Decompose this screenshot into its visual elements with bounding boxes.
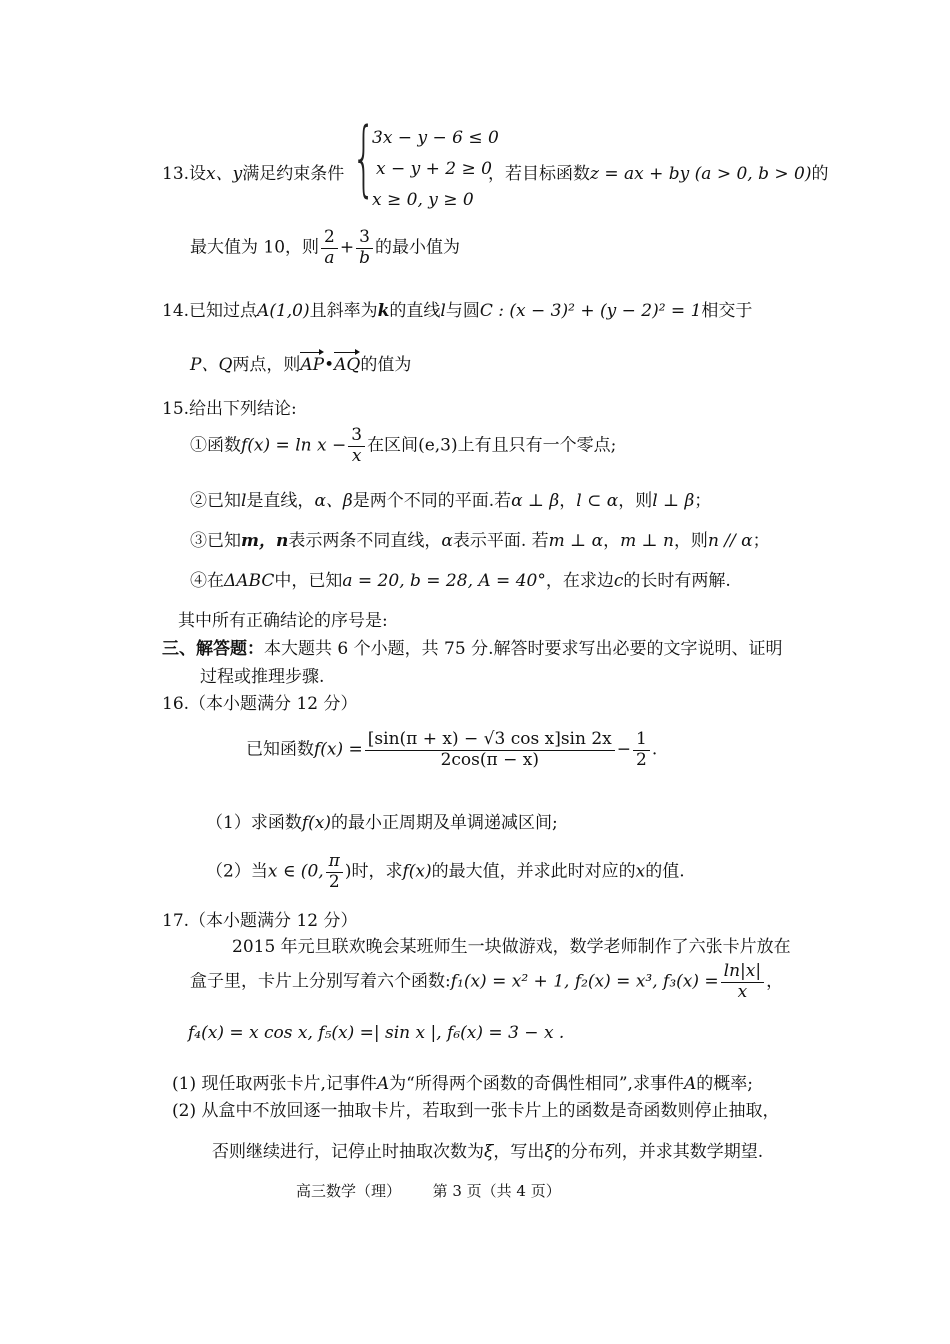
- constraint-brace: {: [352, 111, 376, 206]
- q15-item-4: ④在ΔABC中，已知a = 20, b = 28, A = 40°，在求边c的长时有两解.: [190, 571, 731, 591]
- q13-line2-b: 的最小值为: [375, 237, 461, 258]
- fraction-2-over-a: $\frac{2}{a}$: [321, 228, 338, 268]
- section-3-title: 三、解答题：: [162, 639, 264, 659]
- vector-ap: AP: [300, 355, 325, 375]
- q13-lead: 13.设: [162, 164, 207, 184]
- q17-part-1: (1) 现任取两张卡片,记事件A为“所得两个函数的奇偶性相同”,求事件A的概率;: [172, 1074, 753, 1094]
- fraction-pi-over-2: $\frac{\pi}{2}$: [326, 852, 343, 892]
- q16-main-fraction: $\frac{\text{[sin(π + x) − √3 cos x]sin 2x}}{2\cos(\pi - x)}$: [365, 730, 615, 770]
- q15-summary: 其中所有正确结论的序号是:: [178, 611, 388, 631]
- q17-line-3: f₄(x) = x cos x, f₅(x) =| sin x |, f₆(x) = 3 − x .: [188, 1023, 565, 1043]
- fraction-3-over-b: $\frac{3}{b}$: [356, 228, 373, 268]
- q17-line-2: 盒子里，卡片上分别写着六个函数:f₁(x) = x² + 1, f₂(x) = x³, f₃(x) = $\frac{\ln|x|}{x}$ ，: [190, 961, 784, 1002]
- q16-part-1: （1）求函数f(x)的最小正周期及单调递减区间;: [206, 813, 558, 833]
- q15-item-2: ②已知l是直线，α、β是两个不同的平面.若α ⊥ β，l ⊂ α，则l ⊥ β；: [190, 491, 712, 511]
- vector-aq: AQ: [334, 355, 361, 375]
- q13-vars: x、y: [206, 164, 243, 184]
- q17-part-2: (2) 从盒中不放回逐一抽取卡片，若取到一张卡片上的函数是奇函数则停止抽取，: [172, 1101, 780, 1121]
- q13-line2-a: 最大值为 10，则: [190, 237, 320, 258]
- point-a: A(1,0): [257, 301, 310, 321]
- q15-title: 15.给出下列结论:: [162, 399, 297, 419]
- exam-page: 13.设x、y满足约束条件 { 3x − y − 6 ≤ 0 x − y + 2 ≥ 0 x ≥ 0, y ≥ 0 ，若目标函数z = ax + by (a > 0, b > 0)的 最大值为 10，则 $\frac{2}{a}$ + $\frac{3}{b}$ 的最小值为 14.已知过点A(1,0)且斜率为k的直线l与圆C : (x − 3)² + (y − 2)² = 1相交于 P、Q两点，则AP•AQ的值为 15.给出下列结论: ①函数f(x) = ln x − $\frac{3}{x}$ 在区间(e,3)上有且只有一个零点; ②已知l是直线，α、β是两个不同的平面.若α ⊥ β，l ⊂ α，则l ⊥ β； ③已知m，n表示两条不同直线，α表示平面. 若m ⊥ α，m ⊥ n，则n // α； ④在ΔABC中，已知a = 20, b = 28, A = 40°，在求边c的长时有两解. 其中所有正确结论的序号是: 三、解答题：本大题共 6 个小题，共 75 分.解答时要求写出必要的文字说明、证明 过程或推理步骤. 16.（本小题满分 12 分） 已知函数f(x) = $\frac{\text{[sin(π + x) − √3 cos x]sin 2x}}{2\cos(\pi - x)}$ − $\frac{1}{2}$ . （1）求函数f(x)的最小正周期及单调递减区间; （2）当x ∈ (0, $\frac{\pi}{2}$ )时，求f(x)的最大值，并求此时对应的x的值. 17.（本小题满分 12 分） 2015 年元旦联欢晚会某班师生一块做游戏，数学老师制作了六张卡片放在 盒子里，卡片上分别写着六个函数:f₁(x) = x² + 1, f₂(x) = x³, f₃(x) = $\frac{\ln|x|}{x}$ ， f₄(x) = x cos x, f₅(x) =| sin x |, f₆(x) = 3 − x . (1) 现任取两张卡片,记事件A为“所得两个函数的奇偶性相同”,求事件A的概率; (2) 从盒中不放回逐一抽取卡片，若取到一张卡片上的函数是奇函数则停止抽取， 否则继续进行，记停止时抽取次数为ξ，写出ξ的分布列，并求其数学期望. 高三数学（理） 第 3 页（共 4 页）: [162, 111, 829, 1200]
- q16-title: 16.（本小题满分 12 分）: [162, 694, 358, 714]
- page-footer: [296, 1180, 561, 1201]
- constraint-2: x − y + 2 ≥ 0: [376, 159, 492, 179]
- footer-page-number: 第 3 页（共 4 页）: [432, 1182, 561, 1200]
- q13-cond-label: 满足约束条件: [242, 164, 345, 184]
- footer-subject: 高三数学（理）: [296, 1182, 402, 1200]
- q15-item-1: ①函数f(x) = ln x − $\frac{3}{x}$ 在区间(e,3)上有且只有一个零点;: [190, 425, 617, 466]
- q17-part-2-cont: 否则继续进行，记停止时抽取次数为ξ，写出ξ的分布列，并求其数学期望.: [212, 1142, 764, 1162]
- q13-objective: z = ax + by (a > 0, b > 0): [590, 164, 812, 184]
- q17-line-1: 2015 年元旦联欢晚会某班师生一块做游戏，数学老师制作了六张卡片放在: [232, 937, 791, 957]
- constraint-3: x ≥ 0, y ≥ 0: [372, 190, 474, 210]
- fraction-1-over-2: $\frac{1}{2}$: [633, 730, 650, 770]
- q13-tail2: 的: [811, 164, 829, 184]
- q16-function: 已知函数f(x) = $\frac{\text{[sin(π + x) − √3 cos x]sin 2x}}{2\cos(\pi - x)}$ − $\frac{1}{2}$ .: [246, 729, 658, 770]
- fraction-3-over-x: $\frac{3}{x}$: [348, 426, 365, 466]
- constraint-1: 3x − y − 6 ≤ 0: [372, 128, 499, 148]
- q17-title: 17.（本小题满分 12 分）: [162, 911, 358, 931]
- q15-item-3: ③已知m，n表示两条不同直线，α表示平面. 若m ⊥ α，m ⊥ n，则n // α；: [190, 531, 770, 551]
- q16-part-2: （2）当x ∈ (0, $\frac{\pi}{2}$ )时，求f(x)的最大值，并求此时对应的x的值.: [206, 851, 685, 892]
- circle-equation: C : (x − 3)² + (y − 2)² = 1: [479, 301, 702, 321]
- fraction-ln-x-over-x: $\frac{\ln|x|}{x}$: [721, 962, 764, 1002]
- q13-tail1: ，若目标函数: [488, 164, 590, 184]
